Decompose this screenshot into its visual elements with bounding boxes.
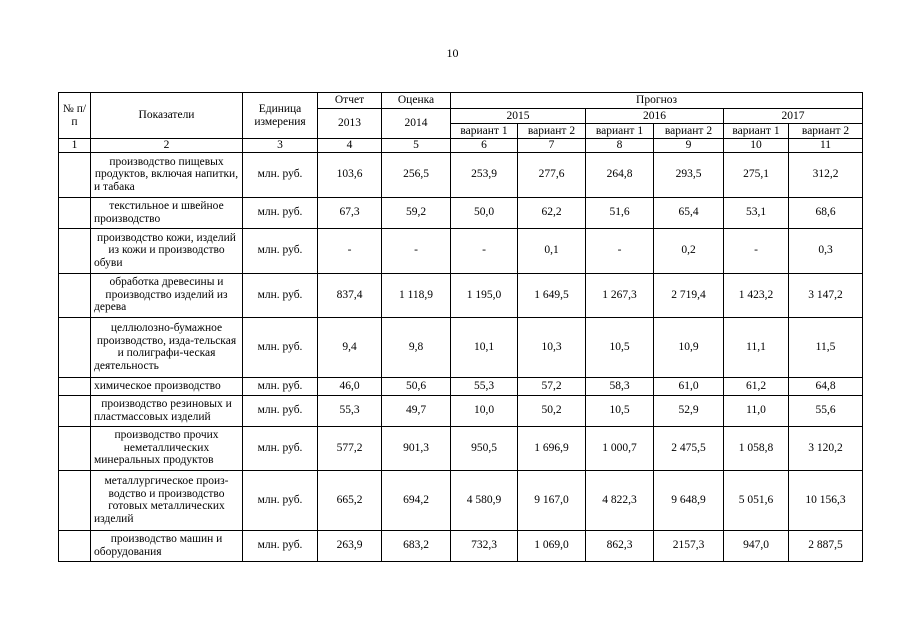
value-cell: 10,5 xyxy=(586,395,654,426)
value-cell: 1 649,5 xyxy=(518,273,586,317)
header-variant: вариант 2 xyxy=(654,124,724,139)
value-cell: 577,2 xyxy=(318,426,382,470)
forecast-table xyxy=(58,92,863,562)
value-cell: 11,0 xyxy=(724,395,789,426)
table-row xyxy=(59,530,863,561)
value-cell: 275,1 xyxy=(724,152,789,197)
table-row xyxy=(59,197,863,228)
unit-cell: млн. руб. xyxy=(243,530,318,561)
column-number: 10 xyxy=(724,139,789,153)
value-cell: 11,5 xyxy=(789,317,863,377)
table-row xyxy=(59,228,863,273)
header-estimate-year: 2014 xyxy=(382,109,451,139)
value-cell: 53,1 xyxy=(724,197,789,228)
indicator-name: химическое производство xyxy=(91,377,243,395)
value-cell: 901,3 xyxy=(382,426,451,470)
table-row xyxy=(59,426,863,470)
value-cell: 9 167,0 xyxy=(518,470,586,530)
column-number: 8 xyxy=(586,139,654,153)
value-cell: - xyxy=(724,228,789,273)
value-cell: 263,9 xyxy=(318,530,382,561)
value-cell: 4 580,9 xyxy=(451,470,518,530)
value-cell: 293,5 xyxy=(654,152,724,197)
value-cell: 57,2 xyxy=(518,377,586,395)
value-cell: 61,2 xyxy=(724,377,789,395)
value-cell: 1 267,3 xyxy=(586,273,654,317)
value-cell: 9,4 xyxy=(318,317,382,377)
row-number xyxy=(59,273,91,317)
value-cell: 256,5 xyxy=(382,152,451,197)
value-cell: 264,8 xyxy=(586,152,654,197)
header-indicators: Показатели xyxy=(91,93,243,139)
value-cell: 1 118,9 xyxy=(382,273,451,317)
table-row xyxy=(59,152,863,197)
column-number: 9 xyxy=(654,139,724,153)
value-cell: 1 069,0 xyxy=(518,530,586,561)
header-report: Отчет xyxy=(318,93,382,109)
indicator-name: текстильное и швейное производство xyxy=(91,197,243,228)
header-year-2016: 2016 xyxy=(586,109,724,124)
value-cell: 10,0 xyxy=(451,395,518,426)
unit-cell: млн. руб. xyxy=(243,470,318,530)
value-cell: 694,2 xyxy=(382,470,451,530)
table-row xyxy=(59,395,863,426)
value-cell: 0,3 xyxy=(789,228,863,273)
unit-cell: млн. руб. xyxy=(243,273,318,317)
row-number xyxy=(59,377,91,395)
header-variant: вариант 1 xyxy=(586,124,654,139)
value-cell: 3 147,2 xyxy=(789,273,863,317)
table-row xyxy=(59,273,863,317)
row-number xyxy=(59,317,91,377)
row-number xyxy=(59,530,91,561)
value-cell: 10,9 xyxy=(654,317,724,377)
column-number: 1 xyxy=(59,139,91,153)
value-cell: 50,0 xyxy=(451,197,518,228)
header-variant: вариант 1 xyxy=(451,124,518,139)
header-year-2015: 2015 xyxy=(451,109,586,124)
value-cell: 665,2 xyxy=(318,470,382,530)
value-cell: 277,6 xyxy=(518,152,586,197)
value-cell: 62,2 xyxy=(518,197,586,228)
value-cell: 65,4 xyxy=(654,197,724,228)
unit-cell: млн. руб. xyxy=(243,152,318,197)
value-cell: 9,8 xyxy=(382,317,451,377)
value-cell: 683,2 xyxy=(382,530,451,561)
value-cell: 2 887,5 xyxy=(789,530,863,561)
value-cell: 51,6 xyxy=(586,197,654,228)
row-number xyxy=(59,470,91,530)
unit-cell: млн. руб. xyxy=(243,317,318,377)
unit-cell: млн. руб. xyxy=(243,395,318,426)
column-number: 2 xyxy=(91,139,243,153)
value-cell: 9 648,9 xyxy=(654,470,724,530)
indicator-name: обработка древесины и производство изделий из дерева xyxy=(91,273,243,317)
header-report-year: 2013 xyxy=(318,109,382,139)
value-cell: 4 822,3 xyxy=(586,470,654,530)
row-number xyxy=(59,197,91,228)
value-cell: 11,1 xyxy=(724,317,789,377)
column-number: 7 xyxy=(518,139,586,153)
value-cell: 2 719,4 xyxy=(654,273,724,317)
value-cell: 253,9 xyxy=(451,152,518,197)
header-unit: Единица измерения xyxy=(243,93,318,139)
value-cell: 10,3 xyxy=(518,317,586,377)
value-cell: 59,2 xyxy=(382,197,451,228)
column-number-row xyxy=(59,139,863,153)
header-variant: вариант 2 xyxy=(789,124,863,139)
value-cell: 55,3 xyxy=(318,395,382,426)
value-cell: 947,0 xyxy=(724,530,789,561)
value-cell: 55,3 xyxy=(451,377,518,395)
value-cell: 10 156,3 xyxy=(789,470,863,530)
value-cell: 49,7 xyxy=(382,395,451,426)
header-variant: вариант 2 xyxy=(518,124,586,139)
row-number xyxy=(59,228,91,273)
value-cell: 50,6 xyxy=(382,377,451,395)
row-number xyxy=(59,426,91,470)
header-num: № п/п xyxy=(59,93,91,139)
indicator-name: металлургическое произ-водство и производство готовых металлических изделий xyxy=(91,470,243,530)
value-cell: - xyxy=(318,228,382,273)
table-row xyxy=(59,317,863,377)
indicator-name: производство кожи, изделий из кожи и производство обуви xyxy=(91,228,243,273)
value-cell: 732,3 xyxy=(451,530,518,561)
column-number: 4 xyxy=(318,139,382,153)
value-cell: 46,0 xyxy=(318,377,382,395)
column-number: 3 xyxy=(243,139,318,153)
column-number: 5 xyxy=(382,139,451,153)
page-number: 10 xyxy=(446,46,459,60)
indicator-name: производство резиновых и пластмассовых изделий xyxy=(91,395,243,426)
indicator-name: производство пищевых продуктов, включая напитки, и табака xyxy=(91,152,243,197)
row-number xyxy=(59,152,91,197)
column-number: 6 xyxy=(451,139,518,153)
value-cell: 0,2 xyxy=(654,228,724,273)
value-cell: - xyxy=(382,228,451,273)
table-body xyxy=(59,152,863,561)
value-cell: 950,5 xyxy=(451,426,518,470)
value-cell: 862,3 xyxy=(586,530,654,561)
value-cell: 58,3 xyxy=(586,377,654,395)
value-cell: 61,0 xyxy=(654,377,724,395)
value-cell: 3 120,2 xyxy=(789,426,863,470)
value-cell: 55,6 xyxy=(789,395,863,426)
value-cell: - xyxy=(586,228,654,273)
header-variant: вариант 1 xyxy=(724,124,789,139)
value-cell: 312,2 xyxy=(789,152,863,197)
value-cell: 0,1 xyxy=(518,228,586,273)
row-number xyxy=(59,395,91,426)
value-cell: 50,2 xyxy=(518,395,586,426)
value-cell: 103,6 xyxy=(318,152,382,197)
header-year-2017: 2017 xyxy=(724,109,863,124)
value-cell: 1 195,0 xyxy=(451,273,518,317)
value-cell: 64,8 xyxy=(789,377,863,395)
value-cell: 67,3 xyxy=(318,197,382,228)
header-estimate: Оценка xyxy=(382,93,451,109)
table-header xyxy=(59,93,863,153)
value-cell: - xyxy=(451,228,518,273)
value-cell: 10,1 xyxy=(451,317,518,377)
value-cell: 1 696,9 xyxy=(518,426,586,470)
table-row xyxy=(59,470,863,530)
table-row xyxy=(59,377,863,395)
unit-cell: млн. руб. xyxy=(243,197,318,228)
value-cell: 10,5 xyxy=(586,317,654,377)
value-cell: 2 475,5 xyxy=(654,426,724,470)
indicator-name: целлюлозно-бумажное производство, изда-тельская и полиграфи-ческая деятельность xyxy=(91,317,243,377)
value-cell: 5 051,6 xyxy=(724,470,789,530)
value-cell: 1 000,7 xyxy=(586,426,654,470)
unit-cell: млн. руб. xyxy=(243,426,318,470)
unit-cell: млн. руб. xyxy=(243,228,318,273)
unit-cell: млн. руб. xyxy=(243,377,318,395)
value-cell: 68,6 xyxy=(789,197,863,228)
indicator-name: производство машин и оборудования xyxy=(91,530,243,561)
column-number: 11 xyxy=(789,139,863,153)
header-forecast: Прогноз xyxy=(451,93,863,109)
value-cell: 52,9 xyxy=(654,395,724,426)
value-cell: 1 058,8 xyxy=(724,426,789,470)
value-cell: 1 423,2 xyxy=(724,273,789,317)
indicator-name: производство прочих неметаллических минеральных продуктов xyxy=(91,426,243,470)
value-cell: 2157,3 xyxy=(654,530,724,561)
value-cell: 837,4 xyxy=(318,273,382,317)
